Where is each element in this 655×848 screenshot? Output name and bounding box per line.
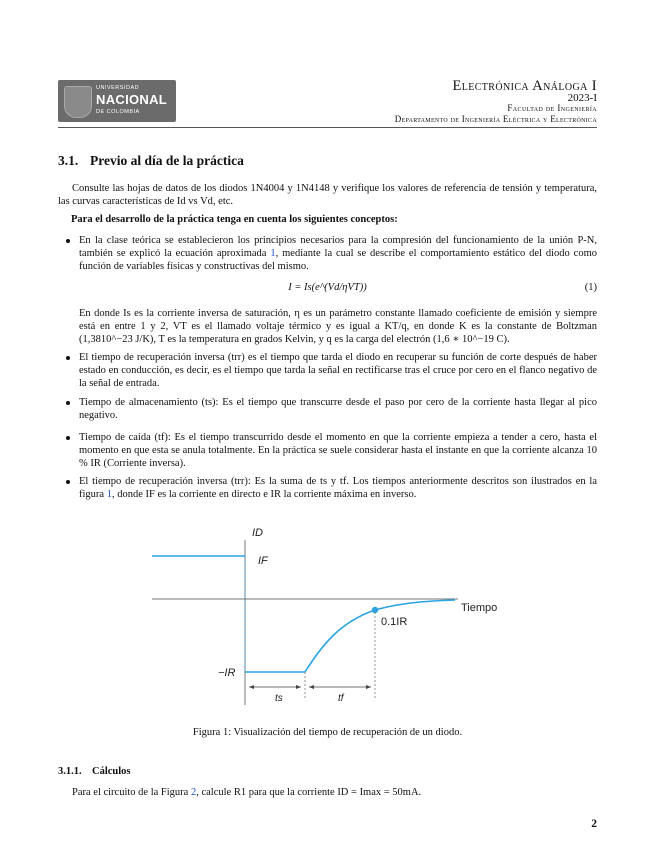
intro-paragraph: Consulte las hojas de datos de los diodos 1N4004 y 1N4148 y verifique los valores de referencia de tensión y temperatura, las curvas características de Id vs Vd, etc. xyxy=(58,183,597,208)
figure-ref-link[interactable]: 1 xyxy=(106,489,112,501)
bullet-text: Tiempo de caída (tf): Es el tiempo transcurrido desde el momento en que la corriente empieza a tender a cero, hasta el momento en que esta se anula totalmente. En la práctica se suele considerar hasta el instante en que la corriente alcanza 10 % IR (Corriente inversa). xyxy=(79,432,597,470)
equation-ref-link[interactable]: 1 xyxy=(270,248,276,260)
label-id: ID xyxy=(252,527,263,539)
calculation-paragraph xyxy=(58,786,597,799)
concepts-heading: Para el desarrollo de la práctica tenga en cuenta los siguientes conceptos: xyxy=(71,214,398,225)
label-time: Tiempo xyxy=(461,602,498,614)
bullet-text: , mediante la cual se describe el comportamiento estático del diodo como función de variables físicas y constructivas del mismo. xyxy=(79,248,597,273)
arrow-head-icon xyxy=(309,685,314,689)
course-year: 2023-I xyxy=(567,92,597,104)
bullet-text: Tiempo de almacenamiento (ts): Es el tiempo que transcurre desde el paso por cero de la corriente hasta llegar al pico negativo. xyxy=(79,397,597,422)
course-title: Electrónica Análoga I xyxy=(452,78,597,94)
section-title: Previo al día de la práctica xyxy=(90,153,244,168)
bullet-text: En la clase teórica se establecieron los principios necesarios para la compresión del funcionamiento de la unión P-N, también se explicó la ecuación aproximada xyxy=(79,235,597,260)
department-name: Departamento de Ingeniería Eléctrica y Electrónica xyxy=(394,114,597,124)
subsection-title: Cálculos xyxy=(92,766,131,777)
label-if: IF xyxy=(258,555,268,567)
bullet-text: El tiempo de recuperación inversa (trr) es el tiempo que tarda el diodo en recuperar su función de corte después de haber estado en conducción, es decir, es el tiempo que tarda la señal en rectificarse tras el cruce por cero en el flanco negativo de la señal de entrada. xyxy=(79,352,597,390)
bullet-text: El tiempo de recuperación inversa (trr): Es la suma de ts y tf. Los tiempos anteriormente descritos son ilustrados en la figura xyxy=(79,476,597,501)
section-number: 3.1. xyxy=(58,153,79,168)
recovery-curve xyxy=(305,600,455,672)
logo-line1: UNIVERSIDAD xyxy=(96,85,140,91)
bullet-text: , donde IF es la corriente en directo e IR la corriente máxima en inverso. xyxy=(111,489,417,501)
arrow-head-icon xyxy=(366,685,371,689)
label-ir: −IR xyxy=(218,667,236,679)
bullet-equation-explanation: En donde Is es la corriente inversa de saturación, η es un parámetro constante llamado coeficiente de emisión y siempre está en entre 1 y 2, VT es el llamado voltaje térmico y es igual a KT/q, en donde K es la constante de Boltzman (1,3810^−23 J/K), T es la temperatura en grados Kelvin, y q es la carga del electrón (1,6 ∗ 10^−19 C). xyxy=(79,308,597,346)
logo-line2: NACIONAL xyxy=(96,92,168,107)
faculty-name: Facultad de Ingeniería xyxy=(507,103,597,113)
diode-equation: I = Is(e^(Vd/ηVT)) xyxy=(288,282,367,293)
logo-line3: DE COLOMBIA xyxy=(96,109,140,115)
figure2-ref-link[interactable]: 2 xyxy=(190,787,197,798)
paragraph-text: Para el circuito de la Figura xyxy=(72,787,191,798)
label-01ir: 0.1IR xyxy=(381,616,408,628)
label-tf: tf xyxy=(338,693,344,704)
arrow-head-icon xyxy=(249,685,254,689)
figure-caption: Figura 1: Visualización del tiempo de recuperación de un diodo. xyxy=(192,727,463,738)
subsection-number: 3.1.1. xyxy=(58,766,82,777)
paragraph-text: , calcule R1 para que la corriente ID = Imax = 50mA. xyxy=(196,787,422,798)
equation-number: (1) xyxy=(584,282,597,293)
label-ts: ts xyxy=(275,693,283,704)
arrow-head-icon xyxy=(296,685,301,689)
subsection-heading xyxy=(58,766,131,777)
page-number: 2 xyxy=(591,818,597,830)
